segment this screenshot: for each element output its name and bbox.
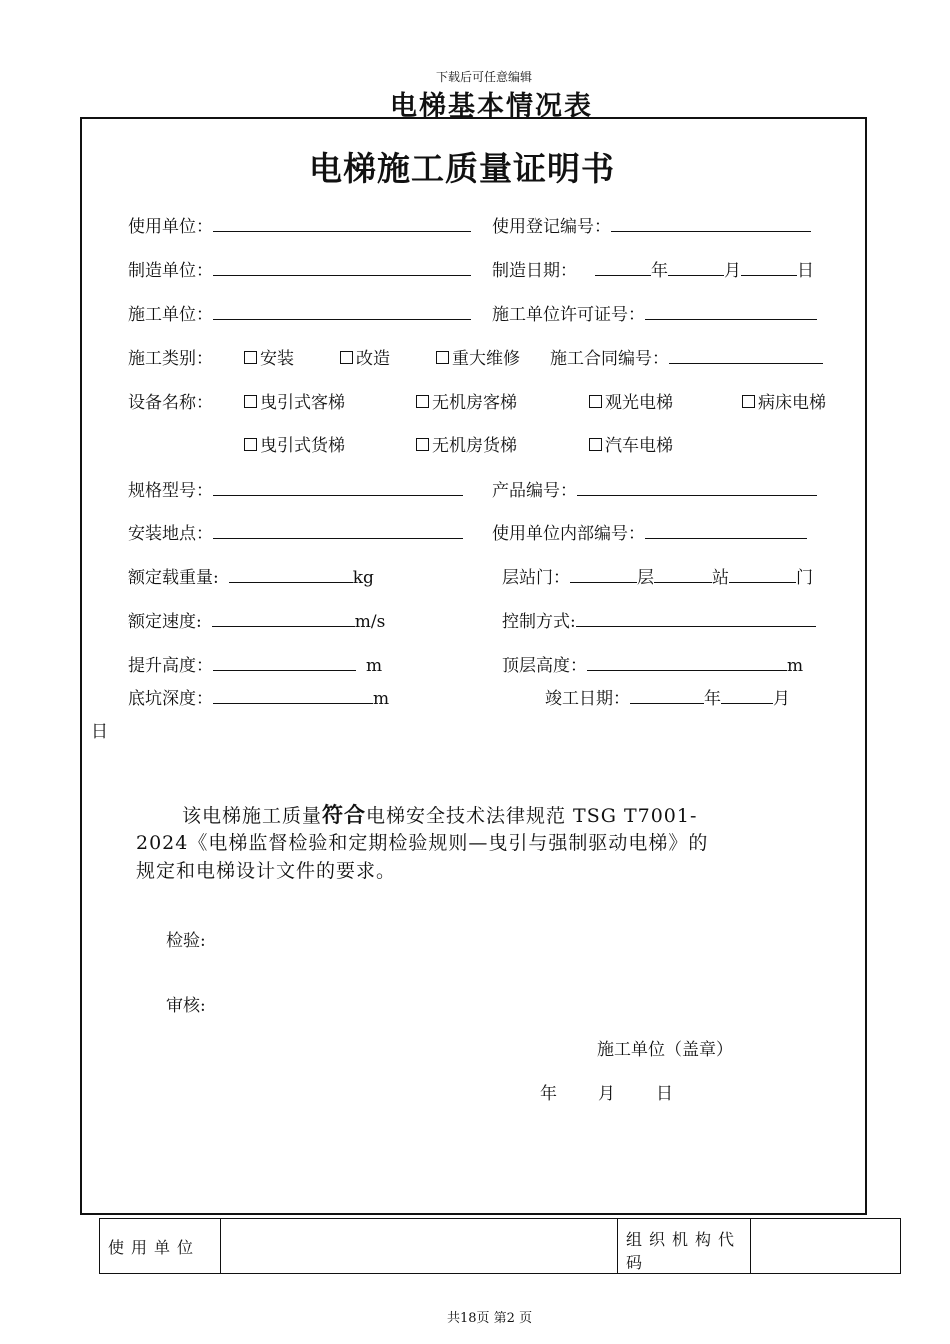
lift-height-field[interactable] [213, 652, 356, 671]
complete-date-row [545, 684, 790, 709]
checkbox-icon [742, 395, 755, 408]
top-height-field[interactable] [587, 652, 787, 671]
user-unit-value-cell[interactable] [221, 1219, 618, 1274]
bottom-info-table [99, 1218, 901, 1274]
org-code-cell: 组织机构代码 [618, 1219, 751, 1274]
statement-line-1: 该电梯施工质量符合电梯安全技术法律规范 TSG T7001- [182, 803, 698, 827]
install-site-row [128, 519, 463, 544]
pit-depth-label: 底坑深度： [128, 689, 213, 709]
con-contract-field[interactable] [669, 345, 823, 364]
complete-day-label: 日 [91, 722, 108, 742]
equip-panoramic[interactable]: 观光电梯 [589, 388, 673, 413]
spec-model-label: 规格型号： [128, 481, 213, 501]
con-contract-label: 施工合同编号： [550, 349, 669, 369]
con-type-install[interactable]: 安装 [244, 344, 294, 369]
mfr-unit-label: 制造单位： [128, 261, 213, 281]
install-site-label: 安装地点： [128, 524, 213, 544]
product-no-label: 产品编号： [492, 481, 577, 501]
con-unit-label: 施工单位： [128, 305, 213, 325]
complete-month-field[interactable] [721, 685, 773, 704]
mfr-day-field[interactable] [741, 257, 797, 276]
equip-car[interactable]: 汽车电梯 [589, 431, 673, 456]
equip-traction-freight[interactable]: 曳引式货梯 [244, 431, 345, 456]
equip-mrl-passenger[interactable]: 无机房客梯 [416, 388, 517, 413]
floors-field[interactable] [570, 564, 637, 583]
mfr-unit-field[interactable] [213, 257, 471, 276]
con-unit-field[interactable] [213, 301, 471, 320]
mfr-month-label: 月 [724, 261, 741, 281]
rated-speed-row [128, 607, 385, 632]
inspect-label: 检验: [166, 931, 206, 951]
internal-no-row [492, 519, 807, 544]
org-code-value-cell[interactable] [751, 1219, 901, 1274]
control-mode-row [502, 607, 816, 632]
stops-field[interactable] [654, 564, 712, 583]
statement-line-3: 规定和电梯设计文件的要求。 [136, 860, 397, 882]
checkbox-icon [589, 395, 602, 408]
lift-height-label: 提升高度： [128, 656, 213, 676]
door-label: 门 [796, 568, 813, 588]
unit-m: m [787, 656, 804, 676]
statement-line-2: 2024《电梯监督检验和定期检验规则—曳引与强制驱动电梯》的 [136, 832, 709, 854]
mfr-date-row [492, 256, 814, 281]
con-contract-row [550, 344, 823, 369]
floor-stops-row [502, 563, 813, 588]
top-height-row [502, 651, 803, 676]
mfr-unit-row [128, 256, 471, 281]
doors-field[interactable] [729, 564, 796, 583]
unit-m: m [366, 656, 383, 676]
equip-bed[interactable]: 病床电梯 [742, 388, 826, 413]
complete-year-label: 年 [704, 689, 721, 709]
checkbox-icon [416, 395, 429, 408]
unit-kg: kg [352, 568, 374, 588]
equip-mrl-freight[interactable]: 无机房货梯 [416, 431, 517, 456]
install-site-field[interactable] [213, 520, 463, 539]
checkbox-icon [416, 438, 429, 451]
reg-no-row [492, 212, 811, 237]
rated-speed-field[interactable] [212, 608, 355, 627]
lift-height-row [128, 651, 382, 676]
product-no-field[interactable] [577, 477, 817, 496]
cert-title: 电梯施工质量证明书 [309, 149, 615, 188]
reg-no-field[interactable] [611, 213, 811, 232]
mfr-day-label: 日 [797, 261, 814, 281]
con-type-label: 施工类别： [128, 349, 213, 369]
control-mode-field[interactable] [576, 608, 816, 627]
floor-stops-label: 层站门： [502, 568, 570, 588]
complete-year-field[interactable] [630, 685, 704, 704]
checkbox-icon [340, 351, 353, 364]
product-no-row [492, 476, 817, 501]
checkbox-icon [244, 395, 257, 408]
rated-speed-label: 额定速度: [128, 612, 202, 632]
sign-year: 年 [540, 1084, 557, 1104]
complete-month-label: 月 [773, 689, 790, 709]
sign-day: 日 [656, 1084, 673, 1104]
user-unit-cell: 使用单位 [100, 1219, 221, 1274]
con-unit-row [128, 300, 471, 325]
user-unit-row [128, 212, 471, 237]
con-license-row [492, 300, 817, 325]
equip-name-label: 设备名称： [128, 393, 213, 413]
equip-traction-passenger[interactable]: 曳引式客梯 [244, 388, 345, 413]
floor-label: 层 [637, 568, 654, 588]
user-unit-label: 使用单位： [128, 217, 213, 237]
statement-bold: 符合 [322, 803, 367, 827]
mfr-date-label: 制造日期： [492, 261, 577, 281]
checkbox-icon [244, 438, 257, 451]
mfr-month-field[interactable] [668, 257, 724, 276]
con-type-modify[interactable]: 改造 [340, 344, 390, 369]
review-label: 审核: [166, 996, 206, 1016]
pit-depth-field[interactable] [213, 685, 373, 704]
page-footer: 共18页 第2 页 [447, 1311, 533, 1326]
control-mode-label: 控制方式: [502, 612, 576, 632]
rated-load-field[interactable] [229, 564, 353, 583]
checkbox-icon [244, 351, 257, 364]
con-type-major-repair[interactable]: 重大维修 [436, 344, 520, 369]
sign-month: 月 [598, 1084, 615, 1104]
stop-label: 站 [712, 568, 729, 588]
unit-ms: m/s [354, 612, 386, 632]
rated-load-label: 额定载重量: [128, 568, 219, 588]
spec-model-row [128, 476, 463, 501]
internal-no-field[interactable] [645, 520, 807, 539]
doc-title: 电梯基本情况表 [390, 91, 593, 122]
reg-no-label: 使用登记编号： [492, 217, 611, 237]
pit-depth-row [128, 684, 389, 709]
rated-load-row [128, 563, 374, 588]
complete-date-label: 竣工日期： [545, 689, 630, 709]
top-height-label: 顶层高度： [502, 656, 587, 676]
unit-m: m [373, 689, 390, 709]
mfr-year-field[interactable] [595, 257, 651, 276]
header-note: 下载后可任意编辑 [436, 70, 533, 84]
checkbox-icon [589, 438, 602, 451]
mfr-year-label: 年 [651, 261, 668, 281]
con-license-field[interactable] [645, 301, 817, 320]
internal-no-label: 使用单位内部编号： [492, 524, 645, 544]
spec-model-field[interactable] [213, 477, 463, 496]
user-unit-field[interactable] [213, 213, 471, 232]
seal-label: 施工单位（盖章） [597, 1040, 733, 1060]
checkbox-icon [436, 351, 449, 364]
con-license-label: 施工单位许可证号： [492, 305, 645, 325]
